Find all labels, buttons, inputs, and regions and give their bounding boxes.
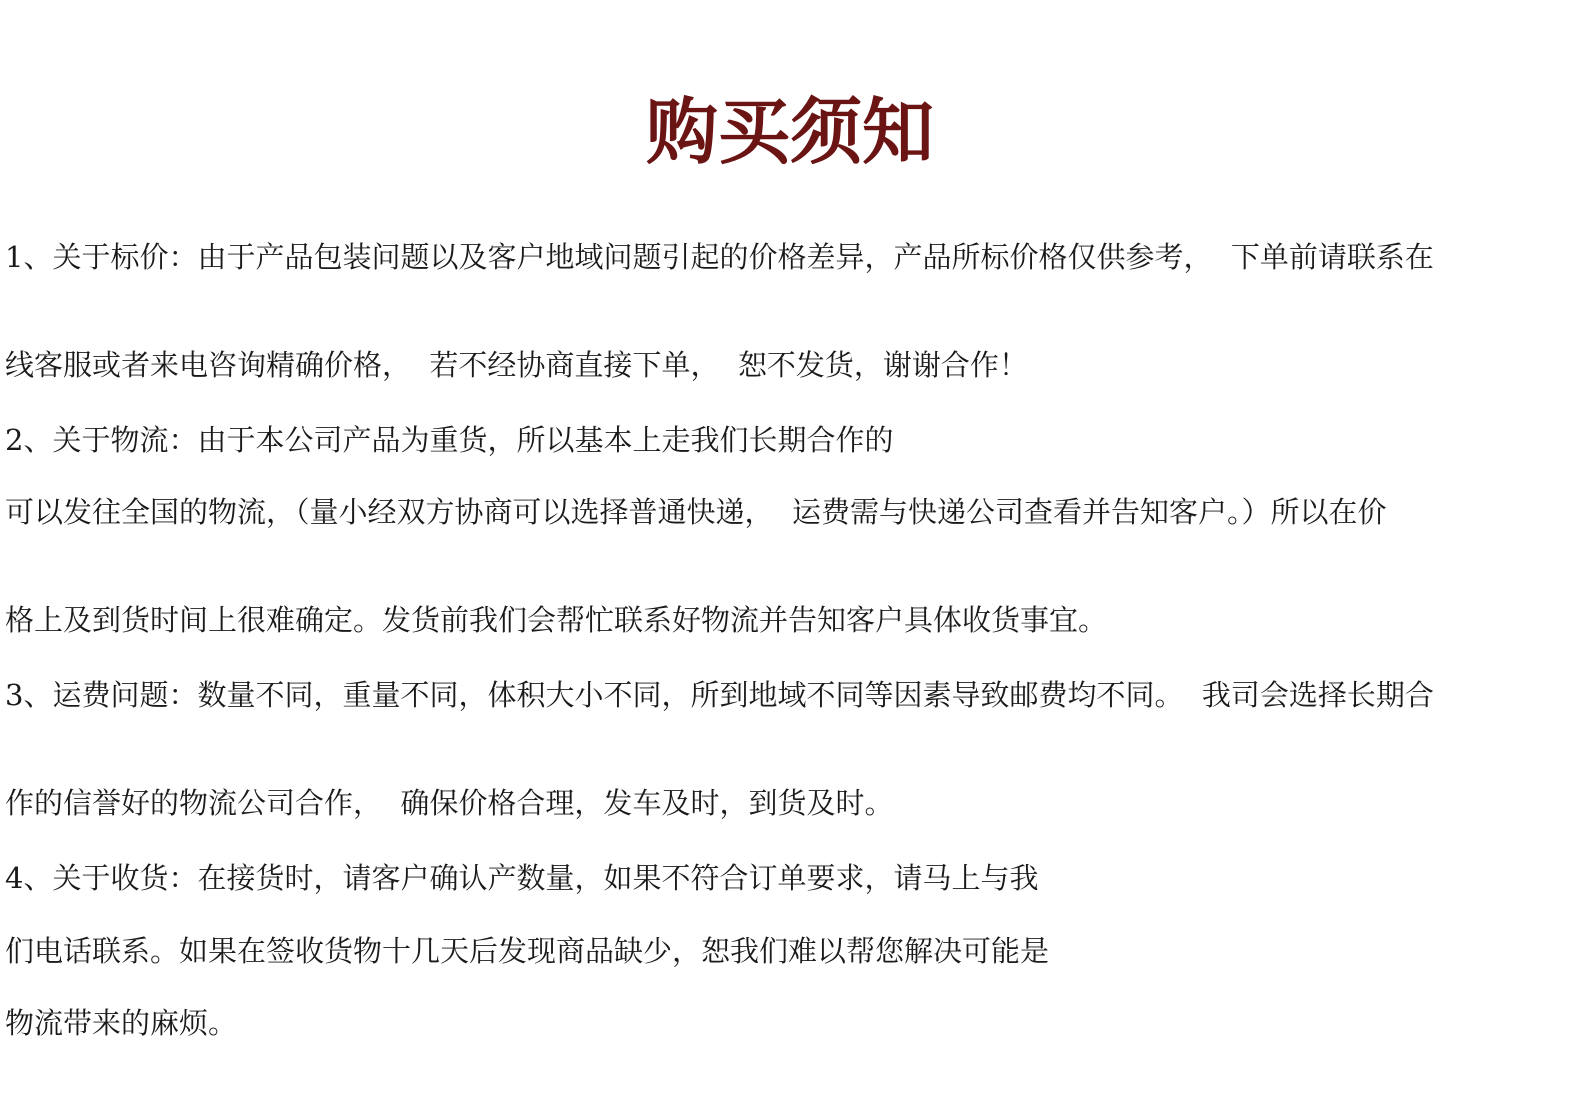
notice-logistics-line-3: 格上及到货时间上很难确定。发货前我们会帮忙联系好物流并告知客户具体收货事宜。 (5, 603, 1108, 637)
notice-pricing-line-2: 线客服或者来电咨询精确价格， 若不经协商直接下单， 恕不发货，谢谢合作！ (5, 348, 1028, 382)
notice-receiving-line-2: 们电话联系。如果在签收货物十几天后发现商品缺少，恕我们难以帮您解决可能是 (5, 934, 1050, 968)
notice-shipping-fee-line-1: 3、运费问题：数量不同，重量不同，体积大小不同，所到地域不同等因素导致邮费均不同。 我司会选择长期合 (5, 678, 1434, 712)
notice-pricing-line-1: 1、关于标价：由于产品包装问题以及客户地域问题引起的价格差异，产品所标价格仅供参考， 下单前请联系在 (5, 240, 1434, 274)
notice-logistics-line-2: 可以发往全国的物流，（量小经双方协商可以选择普通快递， 运费需与快递公司查看并告知客户。）所以在价 (5, 495, 1387, 529)
notice-receiving-line-1: 4、关于收货：在接货时，请客户确认产数量，如果不符合订单要求，请马上与我 (5, 861, 1039, 895)
notice-receiving-line-3: 物流带来的麻烦。 (5, 1006, 238, 1040)
notice-receiving-end (5, 933, 1570, 1113)
notice-shipping-fee-line-2: 作的信誉好的物流公司合作， 确保价格合理，发车及时，到货及时。 (5, 786, 894, 820)
notice-logistics-line-1: 2、关于物流：由于本公司产品为重货，所以基本上走我们长期合作的 (5, 423, 894, 457)
page-title: 购买须知 (645, 89, 934, 175)
